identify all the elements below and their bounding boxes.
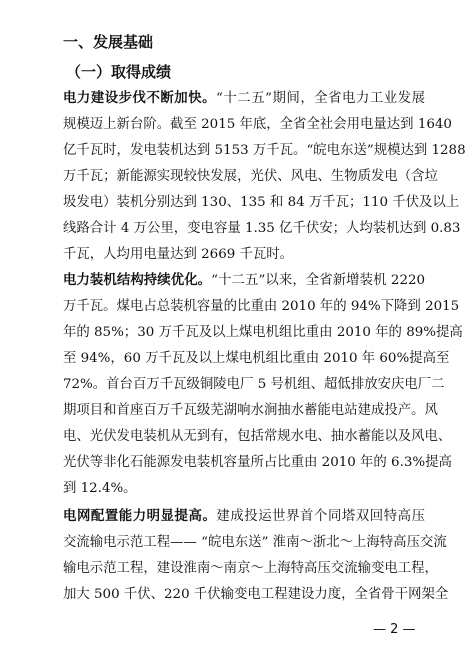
paragraph-line: 电、光伏发电装机从无到有，包括常规水电、抽水蓄能以及风电、 xyxy=(63,429,452,444)
paragraph-text: “十二五”以来，全省新增装机 2220 xyxy=(211,273,425,288)
section-heading: 一、发展基础 xyxy=(63,33,154,51)
subsection-heading: （一）取得成绩 xyxy=(66,63,172,81)
paragraph-line: 交流输电示范工程—— “皖电东送” 淮南～浙北～上海特高压交流 xyxy=(63,535,447,550)
paragraph-line: 加大 500 千伏、220 千伏输变电工程建设力度，全省骨干网架全 xyxy=(63,587,449,602)
page-number: — 2 — xyxy=(373,622,416,637)
paragraph-lead: 电力建设步伐不断加快。 xyxy=(63,91,217,106)
paragraph-line: 千瓦，人均用电量达到 2669 千瓦时。 xyxy=(63,247,294,262)
paragraph-line: 输电示范工程，建设淮南～南京～上海特高压交流输变电工程， xyxy=(63,561,438,576)
paragraph-line: 万千瓦；新能源实现较快发展，光伏、风电、生物质发电（含垃 xyxy=(63,169,438,184)
paragraph-line: 亿千瓦时，发电装机达到 5153 万千瓦。“皖电东送”规模达到 1288 xyxy=(63,143,466,158)
paragraph-line: 期项目和首座百万千瓦级芜湖响水涧抽水蓄能电站建成投产。风 xyxy=(63,403,438,418)
paragraph-text: 建成投运世界首个同塔双回特高压 xyxy=(216,509,426,524)
paragraph-lead: 电力装机结构持续优化。 xyxy=(63,273,212,288)
paragraph-line: 到 12.4%。 xyxy=(63,481,137,496)
paragraph-lead: 电网配置能力明显提高。 xyxy=(63,509,217,524)
paragraph-installed-capacity xyxy=(63,268,463,502)
paragraph-grid-capacity xyxy=(63,504,449,608)
paragraph-line: 万千瓦。煤电占总装机容量的比重由 2010 年的 94%下降到 2015 xyxy=(63,299,460,314)
paragraph-line: 线路合计 4 万公里，变电容量 1.35 亿千伏安；人均装机达到 0.83 xyxy=(63,221,461,236)
paragraph-text: “十二五”期间，全省电力工业发展 xyxy=(216,91,425,106)
paragraph-first-line xyxy=(63,504,425,530)
paragraph-line: 光伏等非化石能源发电装机容量所占比重由 2010 年的 6.3%提高 xyxy=(63,455,452,470)
paragraph-line: 72%。首台百万千瓦级铜陵电厂 5 号机组、超低排放安庆电厂二 xyxy=(63,377,445,392)
paragraph-line: 规模迈上新台阶。截至 2015 年底，全省全社会用电量达到 1640 xyxy=(63,117,452,132)
paragraph-line: 圾发电）装机分别达到 130、135 和 84 万千瓦；110 千伏及以上 xyxy=(63,195,460,210)
paragraph-first-line xyxy=(63,268,425,294)
paragraph-power-construction xyxy=(63,86,466,268)
paragraph-first-line xyxy=(63,86,425,112)
paragraph-line: 至 94%，60 万千瓦及以上煤电机组比重由 2010 年 60%提高至 xyxy=(63,351,450,366)
paragraph-line: 年的 85%；30 万千瓦及以上煤电机组比重由 2010 年的 89%提高 xyxy=(63,325,463,340)
